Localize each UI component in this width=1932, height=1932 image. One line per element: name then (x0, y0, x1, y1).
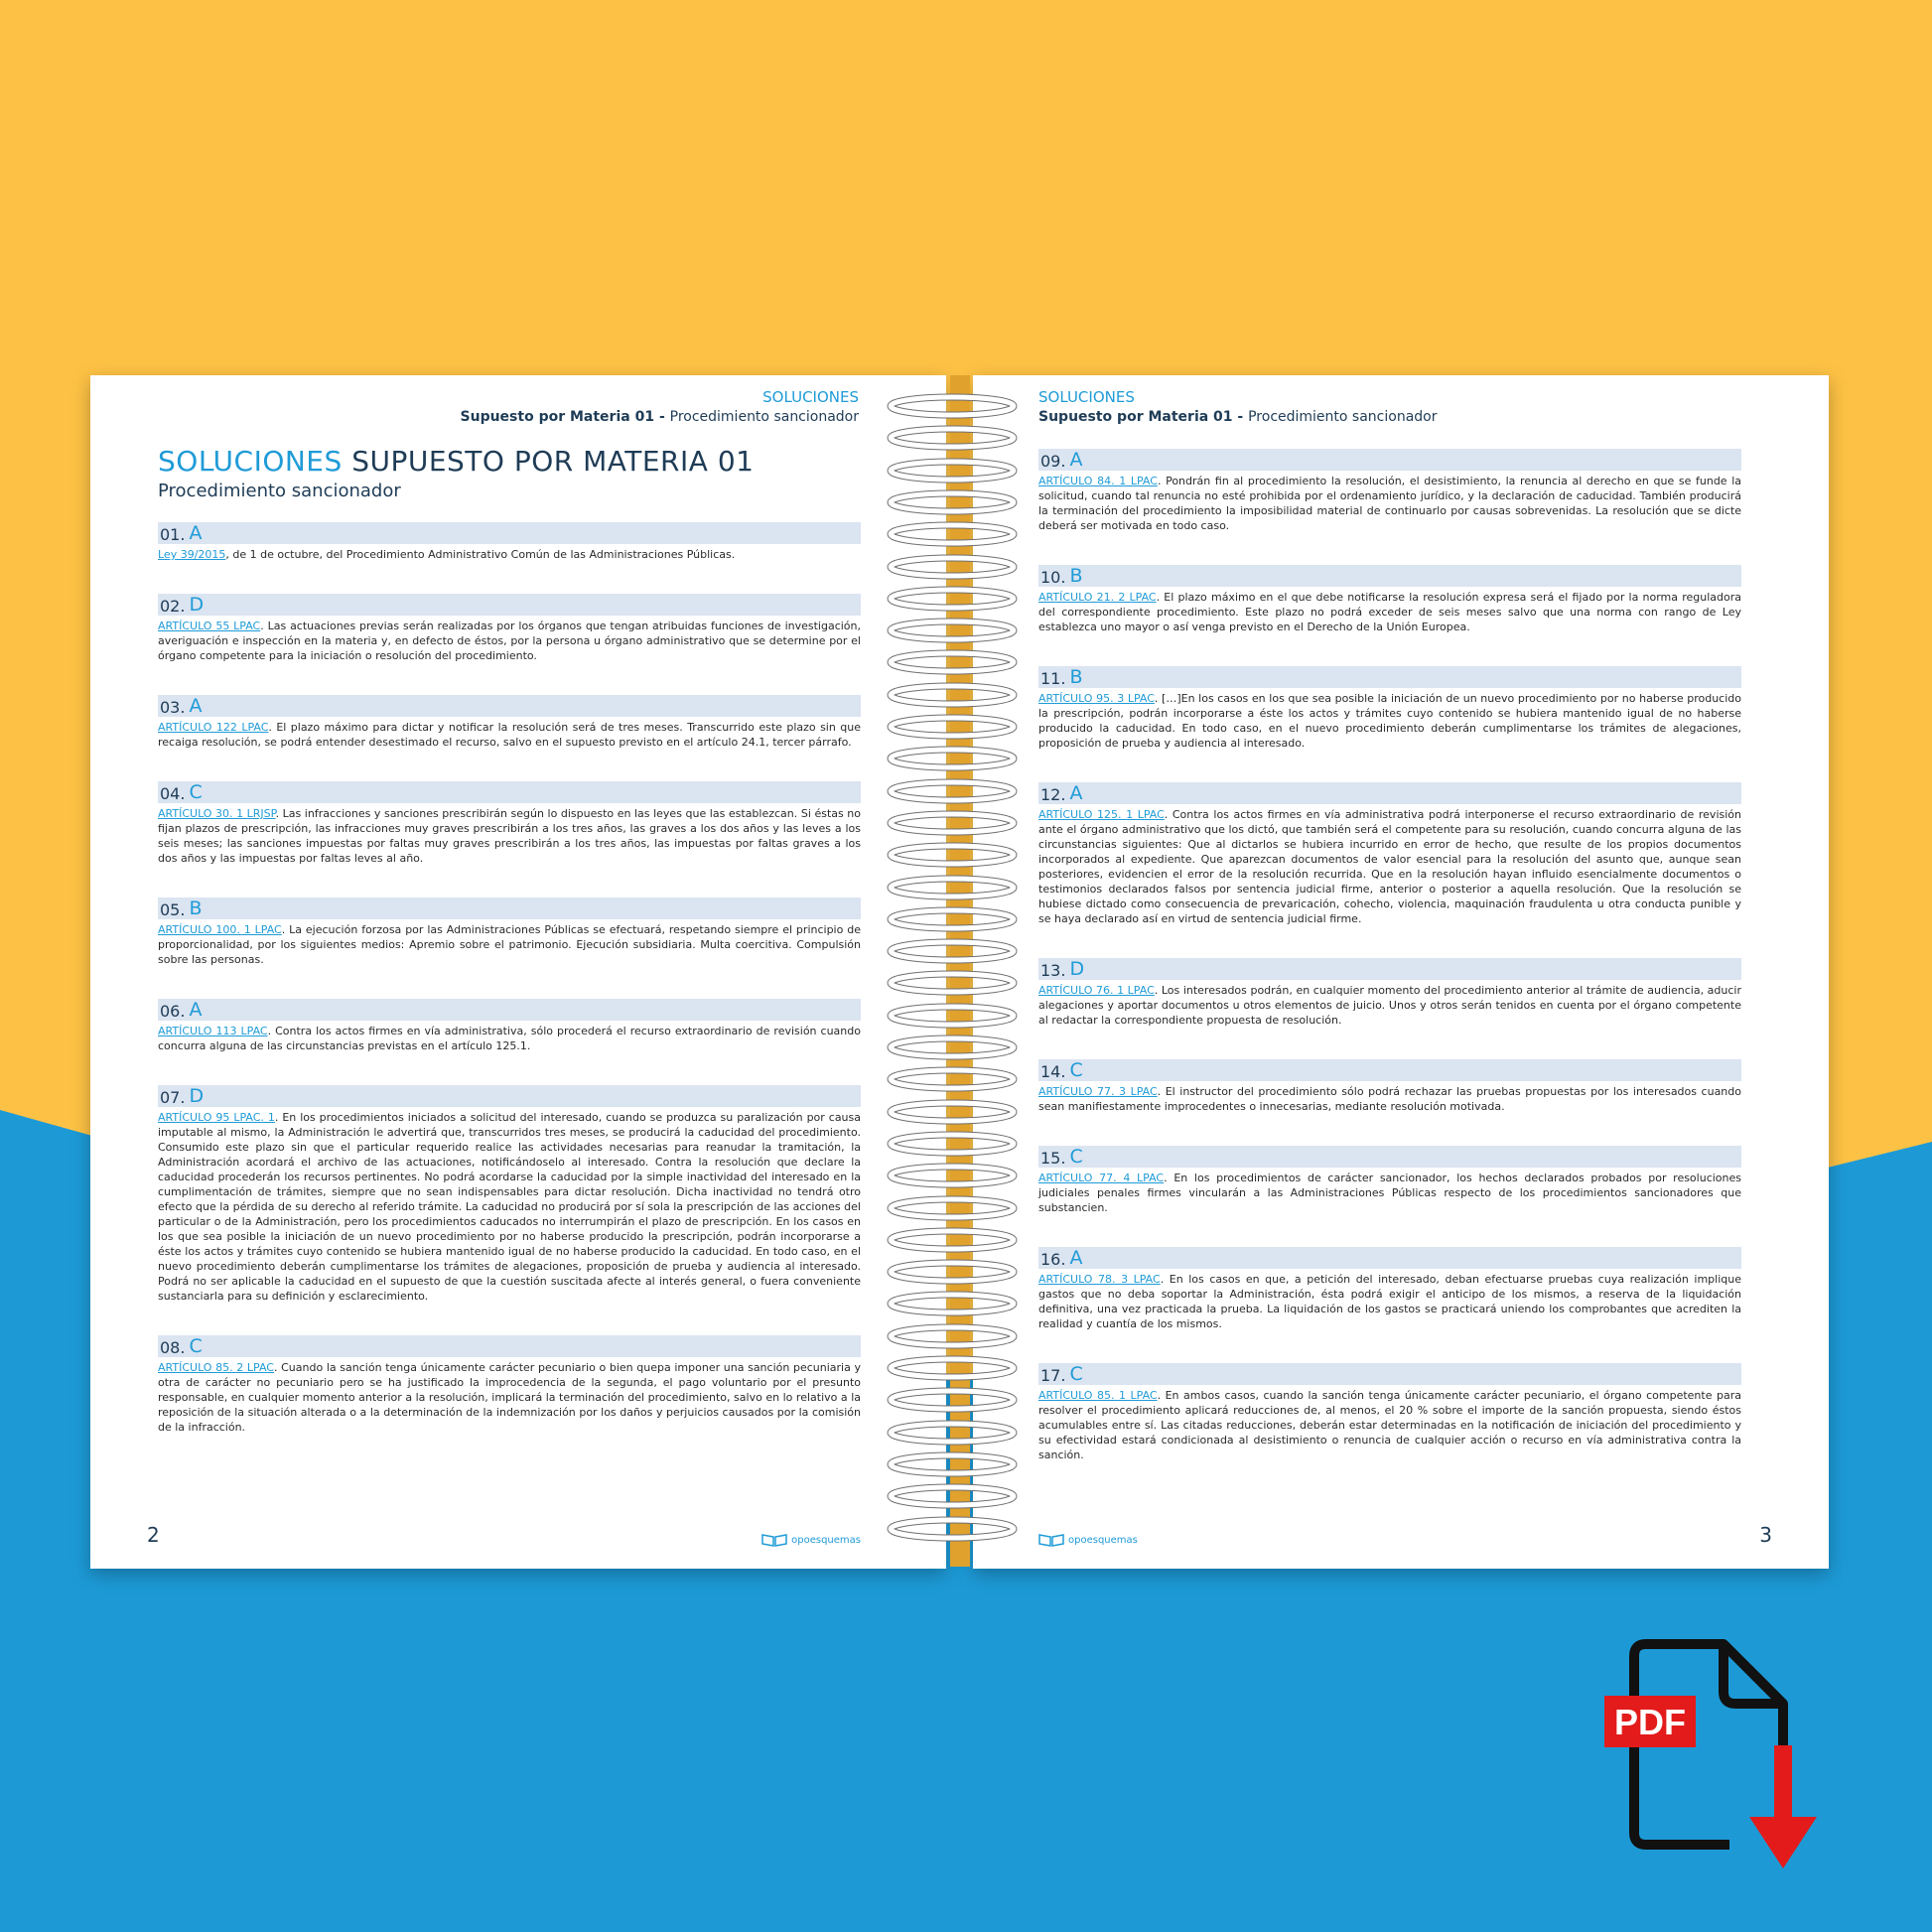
explanation-text: . En los casos en que, a petición del interesado, deban efectuarse pruebas cuya realización implique gastos que no deba soportar la Administración, ésta podrá exigir el anticipo de los mismos, a reserva de la liquidación definitiva, una vez practicada la prueba. La liquidación de los gastos se practicará uniendo los comprobantes que acrediten la realidad y cuantía de los mismos. (1038, 1273, 1741, 1330)
header-separator: - (1237, 409, 1244, 425)
right-page (973, 375, 1829, 1569)
spiral-coil (882, 458, 1023, 483)
answer-letter: A (1069, 1247, 1083, 1269)
question-header-bar (158, 1335, 861, 1357)
answer-letter: C (1069, 1146, 1083, 1168)
solution-item (158, 897, 861, 967)
question-number: 02. (160, 597, 186, 616)
solution-item (158, 781, 861, 866)
question-header-bar (1038, 782, 1741, 804)
explanation-text: . En los procedimientos de carácter sancionador, los hechos declarados probados por resoluciones judiciales penales firmes vincularán a las Administraciones Públicas respecto de los procedimientos sancionadores que substancien. (1038, 1172, 1741, 1214)
page-number-left: 2 (147, 1523, 160, 1547)
spiral-coil (882, 554, 1023, 580)
explanation-text: . Las infracciones y sanciones prescribirán según lo dispuesto en las leyes que las establezcan. Si éstas no fijan plazos de prescripción, las infracciones muy graves prescribirán a los tres años, las graves a los dos años y las leves a los seis meses; las sanciones impuestas por faltas muy graves prescribirán a los tres años, las impuestas por faltas graves a los dos años y las impuestas por faltas leves al año. (158, 807, 861, 865)
solution-item (158, 999, 861, 1053)
question-number: 17. (1040, 1366, 1066, 1385)
title-part2: SUPUESTO POR MATERIA 01 (351, 445, 755, 478)
question-header-bar (1038, 1059, 1741, 1081)
spiral-coil (882, 1099, 1023, 1125)
solution-item (1038, 1146, 1741, 1215)
answer-letter: C (189, 781, 203, 803)
question-number: 11. (1040, 669, 1066, 688)
spiral-coil (882, 938, 1023, 964)
legal-reference: ARTÍCULO 84. 1 LPAC (1038, 475, 1158, 487)
question-number: 05. (160, 900, 186, 919)
question-header-bar (1038, 565, 1741, 587)
solution-item (158, 1085, 861, 1304)
question-number: 13. (1040, 961, 1066, 980)
explanation-text: . En los procedimientos iniciados a solicitud del interesado, cuando se produzca su paralización por causa imputable al mismo, la Administración le advertirá que, transcurridos tres meses, se producirá la caducidad del procedimiento. Consumido este plazo sin que el particular requerido realice las actividades necesarias para reanudar la tramitación, la Administración acordará el archivo de las actuaciones, notificándoselo al interesado. Contra la resolución que declare la caducidad procederán los recursos pertinentes. No podrá acordarse la caducidad por la simple inactividad del interesado en la cumplimentación de trámites, siempre que no sean indispensables para dictar resolución. Dicha inactividad no tendrá otro efecto que la pérdida de su derecho al referido trámite. La caducidad no producirá por sí sola la prescripción de las acciones del particular o de la Administración, pero los procedimientos caducados no interrumpirán el plazo de prescripción. En los casos en los que sea posible la iniciación de un nuevo procedimiento por no haberse producido la prescripción, podrán incorporarse a éste los actos y trámites cuyo contenido se hubiera mantenido igual de no haberse producido la caducidad. En todo caso, en el nuevo procedimiento deberán cumplimentarse los trámites de alegaciones, proposición de prueba y audiencia al interesado. Podrá no ser aplicable la caducidad en el supuesto de que la cuestión suscitada afecte al interés general, o fuera conveniente sustanciarla para su definición y esclarecimiento. (158, 1111, 861, 1303)
spiral-coil (882, 649, 1023, 675)
solution-item (1038, 449, 1741, 533)
answer-explanation (1038, 983, 1741, 1028)
question-header-bar (158, 999, 861, 1021)
answer-letter: A (189, 695, 203, 717)
answer-explanation (1038, 474, 1741, 533)
running-header-subject (461, 407, 859, 427)
legal-reference: ARTÍCULO 78. 3 LPAC (1038, 1273, 1161, 1286)
page-title (158, 445, 754, 479)
spiral-coil (882, 489, 1023, 515)
book-logo-icon (761, 1533, 787, 1547)
answer-letter: C (1069, 1059, 1083, 1081)
spiral-coil (882, 810, 1023, 836)
spiral-coil (882, 1066, 1023, 1092)
answer-letter: B (189, 897, 203, 919)
question-header-bar (158, 522, 861, 544)
answer-explanation (158, 619, 861, 663)
question-header-bar (1038, 1363, 1741, 1385)
question-number: 16. (1040, 1250, 1066, 1269)
answer-explanation (1038, 1388, 1741, 1462)
header-topic: Procedimiento sancionador (1248, 409, 1438, 425)
legal-reference: ARTÍCULO 113 LPAC (158, 1025, 268, 1037)
running-header (461, 387, 859, 427)
answer-explanation (158, 922, 861, 967)
legal-reference: ARTÍCULO 122 LPAC (158, 721, 269, 734)
question-header-bar (158, 1085, 861, 1107)
spiral-coil (882, 906, 1023, 932)
answer-explanation (158, 1110, 861, 1304)
explanation-text: . Los interesados podrán, en cualquier momento del procedimiento anterior al trámite de audiencia, aducir alegaciones y aportar documentos u otros elementos de juicio. Unos y otros serán tenidos en cuenta por el órgano competente al redactar la correspondiente propuesta de resolución. (1038, 984, 1741, 1027)
spiral-coil (882, 1420, 1023, 1446)
spiral-coil (882, 1323, 1023, 1349)
header-subject: Supuesto por Materia 01 (460, 409, 655, 425)
question-number: 06. (160, 1002, 186, 1021)
answer-letter: D (1069, 958, 1085, 980)
question-number: 12. (1040, 785, 1066, 804)
explanation-text: . Contra los actos firmes en vía administrativa, sólo procederá el recurso extraordinario de revisión cuando concurra alguna de las circunstancias previstas en el artículo 125.1. (158, 1025, 861, 1052)
solution-item (158, 695, 861, 750)
title-part1: SOLUCIONES (158, 445, 343, 478)
spiral-coil (882, 778, 1023, 804)
question-header-bar (158, 695, 861, 717)
left-page (90, 375, 946, 1569)
question-number: 03. (160, 698, 186, 717)
spiral-coil (882, 1003, 1023, 1029)
running-header-subject (1038, 407, 1437, 427)
solution-item (158, 594, 861, 663)
question-number: 01. (160, 525, 186, 544)
brand-name: opoesquemas (791, 1534, 861, 1546)
explanation-text: . Cuando la sanción tenga únicamente carácter pecuniario o bien quepa imponer una sanción pecuniaria y otra de carácter no pecuniario pero se ha justificado la improcedencia de la segunda, el pago voluntario por el presunto responsable, en cualquier momento anterior a la resolución, implicará la terminación del procedimiento, salvo en lo relativo a la reposición de la situación alterada o a la determinación de la indemnización por los daños y perjuicios causados por la comisión de la infracción. (158, 1361, 862, 1434)
page-subtitle: Procedimiento sancionador (158, 481, 401, 501)
legal-reference: ARTÍCULO 125. 1 LPAC (1038, 808, 1165, 821)
page-number-right: 3 (1759, 1523, 1772, 1547)
header-separator: - (658, 409, 665, 425)
left-questions (158, 522, 861, 1466)
right-questions (1038, 449, 1741, 1494)
question-header-bar (158, 781, 861, 803)
spiral-coil (882, 1131, 1023, 1157)
question-number: 04. (160, 784, 186, 803)
question-header-bar (1038, 958, 1741, 980)
question-header-bar (1038, 1146, 1741, 1168)
explanation-text: , de 1 de octubre, del Procedimiento Administrativo Común de las Administraciones Públicas. (225, 548, 736, 561)
solution-item (158, 1335, 861, 1435)
answer-letter: D (189, 594, 205, 616)
explanation-text: . El plazo máximo en el que debe notificarse la resolución expresa será el fijado por la norma reguladora del correspondiente procedimiento. Este plazo no podrá exceder de seis meses salvo que una norma con rango de Ley establezca uno mayor o así venga previsto en el Derecho de la Unión Europea. (1038, 591, 1741, 633)
spiral-coil (882, 875, 1023, 900)
solution-item (1038, 666, 1741, 751)
answer-explanation (1038, 807, 1741, 926)
spiral-coil (882, 1451, 1023, 1477)
brand-logo-left (761, 1533, 861, 1547)
question-number: 08. (160, 1338, 186, 1357)
answer-explanation (1038, 590, 1741, 634)
spiral-coil (882, 1387, 1023, 1413)
explanation-text: . El instructor del procedimiento sólo podrá rechazar las pruebas propuestas por los interesados cuando sean manifiestamente improcedentes o innecesarias, mediante resolución motivada. (1038, 1085, 1741, 1113)
spiral-coil (882, 1195, 1023, 1221)
answer-letter: A (1069, 782, 1083, 804)
solution-item (1038, 565, 1741, 634)
answer-explanation (158, 806, 861, 866)
pdf-download-icon[interactable] (1600, 1638, 1839, 1876)
answer-explanation (1038, 691, 1741, 751)
legal-reference: Ley 39/2015 (158, 548, 226, 561)
question-number: 09. (1040, 452, 1066, 471)
explanation-text: . La ejecución forzosa por las Administraciones Públicas se efectuará, respetando siempre el principio de proporcionalidad, por los siguientes medios: Apremio sobre el patrimonio. Ejecución subsidiaria. Multa coercitiva. Compulsión sobre las personas. (158, 923, 861, 966)
legal-reference: ARTÍCULO 30. 1 LRJSP (158, 807, 276, 820)
brand-logo-right (1038, 1533, 1138, 1547)
spiral-coil (882, 1516, 1023, 1542)
legal-reference: ARTÍCULO 85. 1 LPAC (1038, 1389, 1158, 1402)
spiral-coil (882, 618, 1023, 643)
spiral-coil (882, 1355, 1023, 1381)
answer-letter: B (1069, 666, 1083, 688)
spiral-coil (882, 1483, 1023, 1509)
answer-letter: A (189, 999, 203, 1021)
legal-reference: ARTÍCULO 95 LPAC. 1 (158, 1111, 275, 1124)
explanation-text: . Contra los actos firmes en vía administrativa podrá interponerse el recurso extraordinario de revisión ante el órgano administrativo que los dictó, que también será el competente para su resolución, cuando concurra alguna de las circunstancias siguientes: Que al dictarlos se hubiera incurrido en error de hecho, que resulte de los propios documentos incorporados al expediente. Que aparezcan documentos de valor esencial para la resolución del asunto que, aunque sean posteriores, evidencien el error de la resolución recurrida. Que en la resolución hayan influido esencialmente documentos o testimonios declarados falsos por sentencia judicial firme, anterior o posterior a aquella resolución. Que la resolución se hubiese dictado como consecuencia de prevaricación, cohecho, violencia, maquinación fraudulenta u otra conducta punible y se haya declarado así en virtud de sentencia judicial firme. (1038, 808, 1741, 925)
explanation-text: . El plazo máximo para dictar y notificar la resolución será de tres meses. Transcurrido este plazo sin que recaiga resolución, se podrá entender desestimado el recurso, salvo en el supuesto previsto en el artículo 24.1, tercer párrafo. (158, 721, 861, 749)
spiral-coil (882, 842, 1023, 868)
answer-explanation (158, 1360, 861, 1435)
explanation-text: . Pondrán fin al procedimiento la resolución, el desistimiento, la renuncia al derecho en que se funde la solicitud, cuando tal renuncia no esté prohibida por el ordenamiento jurídico, y la declaración de caducidad. También producirá la terminación del procedimiento la imposibilidad material de continuarlo por causas sobrevenidas. La resolución que se dicte deberá ser motivada en todo caso. (1038, 475, 1741, 532)
question-number: 07. (160, 1088, 186, 1107)
legal-reference: ARTÍCULO 55 LPAC (158, 620, 261, 632)
answer-explanation (158, 547, 861, 562)
spiral-coil (882, 521, 1023, 547)
answer-letter: B (1069, 565, 1083, 587)
solution-item (1038, 1363, 1741, 1462)
header-topic: Procedimiento sancionador (669, 409, 859, 425)
answer-explanation (158, 1024, 861, 1053)
pdf-label-text: PDF (1614, 1702, 1686, 1742)
explanation-text: . En ambos casos, cuando la sanción tenga únicamente carácter pecuniario, el órgano competente para resolver el procedimiento aplicará reducciones de, al menos, el 20 % sobre el importe de la sanción propuesta, siendo éstos acumulables entre sí. Las citadas reducciones, deberán estar determinadas en la notificación de iniciación del procedimiento y su efectividad estará condicionada al desistimiento o renuncia de cualquier acción o recurso en vía administrativa contra la sanción. (1038, 1389, 1741, 1461)
spiral-coil (882, 1227, 1023, 1253)
spiral-coil (882, 970, 1023, 996)
solution-item (158, 522, 861, 562)
solution-item (1038, 782, 1741, 926)
answer-explanation (1038, 1272, 1741, 1331)
answer-letter: D (189, 1085, 205, 1107)
running-header-section: SOLUCIONES (762, 388, 859, 406)
spiral-coil (882, 586, 1023, 612)
answer-letter: C (189, 1335, 203, 1357)
answer-letter: A (189, 522, 203, 544)
legal-reference: ARTÍCULO 95. 3 LPAC (1038, 692, 1155, 705)
spiral-coil (882, 1035, 1023, 1060)
spiral-coil (882, 714, 1023, 740)
legal-reference: ARTÍCULO 85. 2 LPAC (158, 1361, 274, 1374)
legal-reference: ARTÍCULO 76. 1 LPAC (1038, 984, 1155, 997)
legal-reference: ARTÍCULO 77. 3 LPAC (1038, 1085, 1158, 1098)
answer-explanation (1038, 1171, 1741, 1215)
header-subject: Supuesto por Materia 01 (1038, 409, 1233, 425)
legal-reference: ARTÍCULO 21. 2 LPAC (1038, 591, 1157, 604)
legal-reference: ARTÍCULO 100. 1 LPAC (158, 923, 282, 936)
question-header-bar (158, 594, 861, 616)
spiral-coil (882, 425, 1023, 451)
book-logo-icon (1038, 1533, 1064, 1547)
spiral-coil (882, 1291, 1023, 1316)
legal-reference: ARTÍCULO 77. 4 LPAC (1038, 1172, 1165, 1184)
question-number: 15. (1040, 1149, 1066, 1168)
running-header-section: SOLUCIONES (1038, 388, 1135, 406)
explanation-text: . […]En los casos en los que sea posible la iniciación de un nuevo procedimiento por no haberse producido la prescripción, podrán incorporarse a éste los actos y trámites cuyo contenido se hubiera mantenido igual de no haberse producido la caducidad. En todo caso, en el nuevo procedimiento deberán cumplimentarse los trámites de alegaciones, proposición de prueba y audiencia al interesado. (1038, 692, 1741, 750)
spiral-coil (882, 1259, 1023, 1285)
solution-item (1038, 1059, 1741, 1114)
explanation-text: . Las actuaciones previas serán realizadas por los órganos que tengan atribuidas funciones de investigación, averiguación e inspección en la materia y, en defecto de éstos, por la persona u órgano administrativo que se determine por el órgano competente para la iniciación o resolución del procedimiento. (158, 620, 861, 662)
brand-name: opoesquemas (1068, 1534, 1138, 1546)
running-header (1038, 387, 1437, 427)
question-header-bar (158, 897, 861, 919)
solution-item (1038, 958, 1741, 1028)
question-number: 14. (1040, 1062, 1066, 1081)
question-number: 10. (1040, 568, 1066, 587)
question-header-bar (1038, 666, 1741, 688)
spiral-coil (882, 682, 1023, 708)
answer-explanation (158, 720, 861, 750)
spiral-coil (882, 393, 1023, 419)
spiral-coil (882, 746, 1023, 771)
answer-letter: C (1069, 1363, 1083, 1385)
answer-explanation (1038, 1084, 1741, 1114)
solution-item (1038, 1247, 1741, 1331)
question-header-bar (1038, 449, 1741, 471)
spiral-coil (882, 1163, 1023, 1188)
question-header-bar (1038, 1247, 1741, 1269)
answer-letter: A (1069, 449, 1083, 471)
